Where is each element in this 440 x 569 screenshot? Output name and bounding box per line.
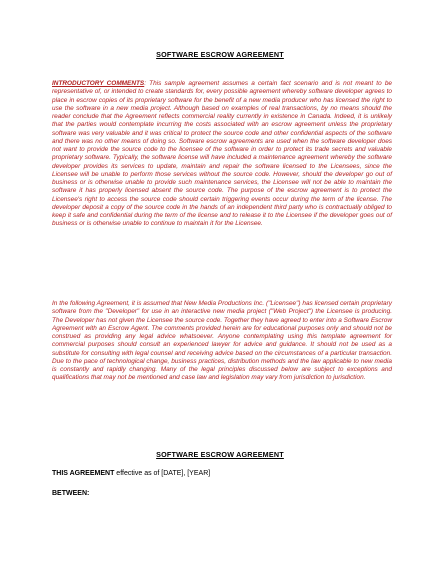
effective-date-text: effective as of [DATE], [YEAR] [114, 470, 211, 477]
introductory-comments-heading: INTRODUCTORY COMMENTS [52, 80, 145, 87]
assumptions-paragraph: In the following Agreement, it is assumed that New Media Productions Inc. ("Licensee") has licensed certain proprietary software from the "Developer" for use in an interactive new media project ("Web Project") the Licensee is producing. The Developer has not given the Licensee the source code. Together they have agreed to enter into a Software Escrow Agreement with an Escrow Agent. The comments provided herein are for educational purposes only and should not be construed as providing any legal advice whatsoever. Anyone contemplating using this template agreement for commercial purposes should consult an experienced lawyer for advice and guidance. It should not be used as a substitute for consulting with legal counsel and receiving advice based on the circumstances of a particular transaction. Due to the pace of technological change, business practices, distribution methods and the law applicable to new media is constantly and rapidly changing. Many of the legal principles discussed below are subject to exceptions and qualifications that may not be mentioned and case law and legislation may vary from jurisdiction to jurisdiction. [52, 300, 392, 382]
between-label: BETWEEN: [52, 490, 90, 497]
introductory-comments-body: : This sample agreement assumes a certain fact scenario and is not meant to be representative of, or intended to create standards for, every possible agreement whereby software developer agrees to place in escrow copies of its proprietary software for the benefit of a new media producer who has licensed the right to use the software in a new media project. Although based on examples of real transactions, by no means should the reader conclude that the Agreement reflects commercial reality currently in existence in Canada. Indeed, it is unlikely that the parties would contemplate incurring the costs associated with an escrow agreement unless the proprietary software was very valuable and it was critical to protect the source code and other confidential aspects of the software and there was no other means of doing so. Software escrow agreements are used when the software developer does not want to provide the source code to the licensee of the software in order to protect its trade secrets and valuable proprietary software. Typically, the software license will have included a maintenance agreement whereby the software developer provides its services to update, maintain and repair the software licensed to the Licensees, since the Licensee will be unable to perform those services without the source code. However, should the developer go out of business or is otherwise unable to provide such maintenance services, the Licensee will not be able to maintain the software it has properly licensed absent the source code. The purpose of the escrow agreement is to protect the Licensee's right to access the source code should certain triggering events occur during the term of the license. The developer deposit a copy of the source code in the hands of an independent third party who is contractually obliged to keep it safe and confidential during the term of the license and to release it to the Licensee if the developer goes out of business or is otherwise unable to continue to maintain it for the Licensee. [52, 80, 392, 228]
agreement-title: SOFTWARE ESCROW AGREEMENT [156, 450, 284, 459]
document-title: SOFTWARE ESCROW AGREEMENT [156, 50, 284, 59]
introductory-comments-paragraph [52, 80, 392, 229]
this-agreement-label: THIS AGREEMENT [52, 470, 115, 477]
this-agreement-line [52, 470, 210, 477]
